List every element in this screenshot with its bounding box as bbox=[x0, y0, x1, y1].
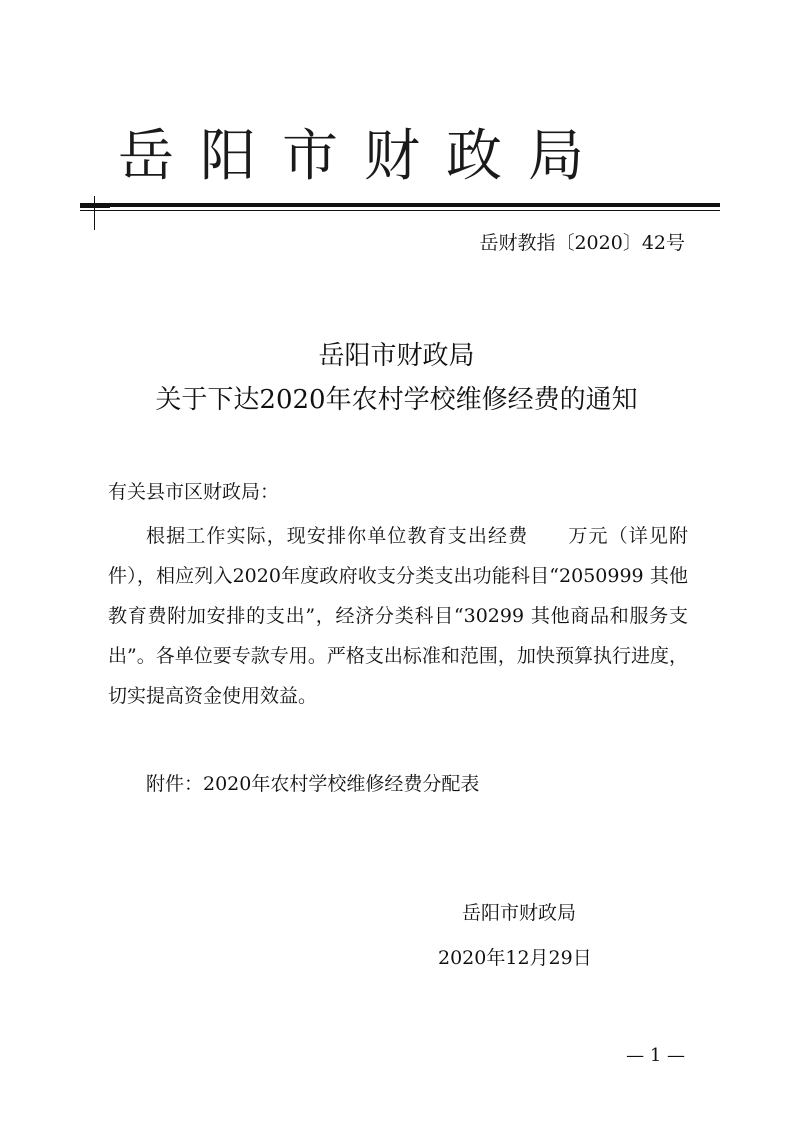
addressee: 有关县市区财政局： bbox=[108, 481, 280, 503]
crop-mark-vertical bbox=[94, 196, 95, 230]
masthead-title: 岳阳市财政局 bbox=[118, 124, 610, 189]
masthead-rule-thin bbox=[80, 210, 720, 211]
page-number: — 1 — bbox=[626, 1045, 685, 1066]
signature-date: 2020年12月29日 bbox=[438, 947, 592, 969]
body-paragraph: 根据工作实际，现安排你单位教育支出经费 万元（详见附件），相应列入2020年度政府收支分类支出功能科目“2050999 其他教育费附加安排的支出”，经济分类科目“30299 其他商品和服务支出”。各单位要专款专用。严格支出标准和范围，加快预算执行进度，切实提高资金使用效益。 bbox=[108, 525, 688, 707]
document-number: 岳财教指〔2020〕42号 bbox=[479, 232, 685, 254]
masthead-rule-thick bbox=[80, 203, 720, 207]
crop-mark-horizontal bbox=[80, 207, 110, 208]
title-subject: 关于下达2020年农村学校维修经费的通知 bbox=[155, 385, 638, 415]
title-issuer: 岳阳市财政局 bbox=[318, 341, 475, 371]
signature-org: 岳阳市财政局 bbox=[462, 902, 577, 924]
attachment-line: 附件：2020年农村学校维修经费分配表 bbox=[146, 773, 480, 795]
